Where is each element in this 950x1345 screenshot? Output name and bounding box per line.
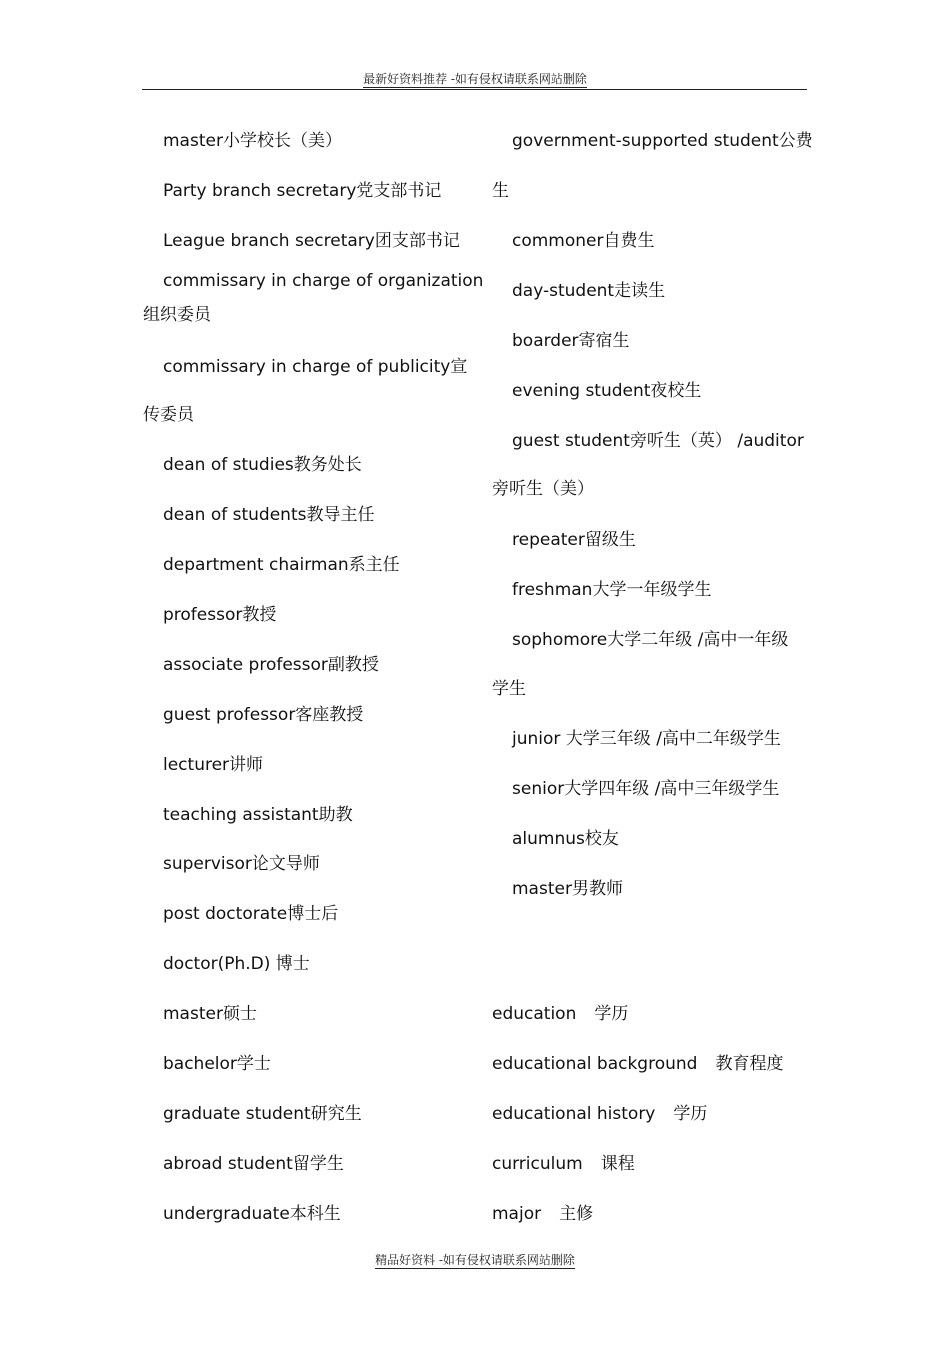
right-entry: commoner自费生 <box>512 231 655 251</box>
term-zh: 学历 <box>594 1004 629 1024</box>
right-entry: freshman大学一年级学生 <box>512 580 712 600</box>
left-entry: doctor(Ph.D) 博士 <box>163 954 310 974</box>
term-en: curriculum <box>492 1154 583 1174</box>
left-entry: Party branch secretary党支部书记 <box>163 181 442 201</box>
footer-text: 精品好资料 -如有侵权请联系网站删除 <box>375 1253 575 1267</box>
term-en: major <box>492 1204 542 1224</box>
left-entry: undergraduate本科生 <box>163 1204 341 1224</box>
left-entry: master硕士 <box>163 1004 257 1024</box>
left-entry: commissary in charge of organization <box>163 271 484 291</box>
left-entry: post doctorate博士后 <box>163 904 339 924</box>
left-entry: associate professor副教授 <box>163 655 379 675</box>
left-entry: department chairman系主任 <box>163 555 400 575</box>
left-entry: graduate student研究生 <box>163 1104 362 1124</box>
left-entry: bachelor学士 <box>163 1054 271 1074</box>
left-entry: teaching assistant助教 <box>163 805 353 825</box>
right-entry: evening student夜校生 <box>512 381 702 401</box>
left-entry: abroad student留学生 <box>163 1154 344 1174</box>
term-en: educational background <box>492 1054 698 1074</box>
header-rule <box>142 89 807 90</box>
left-entry: master小学校长（美） <box>163 131 342 151</box>
term-en: education <box>492 1004 577 1024</box>
right-entry: alumnus校友 <box>512 829 619 849</box>
left-entry: dean of students教导主任 <box>163 505 375 525</box>
right-entry: government-supported student公费 <box>512 131 813 151</box>
right-entry: boarder寄宿生 <box>512 331 630 351</box>
right-entry-continuation: 学生 <box>492 679 526 699</box>
right-entry-continuation: 生 <box>492 181 509 201</box>
term-zh: 学历 <box>673 1104 708 1124</box>
term-zh: 教育程度 <box>715 1054 784 1074</box>
left-entry: lecturer讲师 <box>163 755 264 775</box>
left-entry: League branch secretary团支部书记 <box>163 231 460 251</box>
right-entry: master男教师 <box>512 879 623 899</box>
right-entry: day-student走读生 <box>512 281 666 301</box>
education-term <box>492 1104 707 1124</box>
left-entry: guest professor客座教授 <box>163 705 364 725</box>
education-term <box>492 1154 635 1174</box>
education-term <box>492 1204 593 1224</box>
left-entry: professor教授 <box>163 605 277 625</box>
left-entry-continuation: 组织委员 <box>143 305 211 325</box>
term-en: educational history <box>492 1104 656 1124</box>
right-entry: junior 大学三年级 /高中二年级学生 <box>512 729 781 749</box>
left-entry: dean of studies教务处长 <box>163 455 362 475</box>
term-zh: 课程 <box>600 1154 635 1174</box>
right-entry: guest student旁听生（英） /auditor <box>512 431 804 451</box>
right-entry: senior大学四年级 /高中三年级学生 <box>512 779 780 799</box>
education-term <box>492 1004 628 1024</box>
right-entry: repeater留级生 <box>512 530 636 550</box>
left-entry-continuation: 传委员 <box>143 405 194 425</box>
education-term <box>492 1054 783 1074</box>
left-entry: supervisor论文导师 <box>163 854 320 874</box>
page-footer <box>0 1251 950 1268</box>
page-header <box>0 70 950 87</box>
left-entry: commissary in charge of publicity宣 <box>163 357 468 377</box>
right-entry: sophomore大学二年级 /高中一年级 <box>512 630 789 650</box>
term-zh: 主修 <box>559 1204 594 1224</box>
right-entry-continuation: 旁听生（美） <box>492 479 594 499</box>
header-text: 最新好资料推荐 -如有侵权请联系网站删除 <box>363 72 587 86</box>
